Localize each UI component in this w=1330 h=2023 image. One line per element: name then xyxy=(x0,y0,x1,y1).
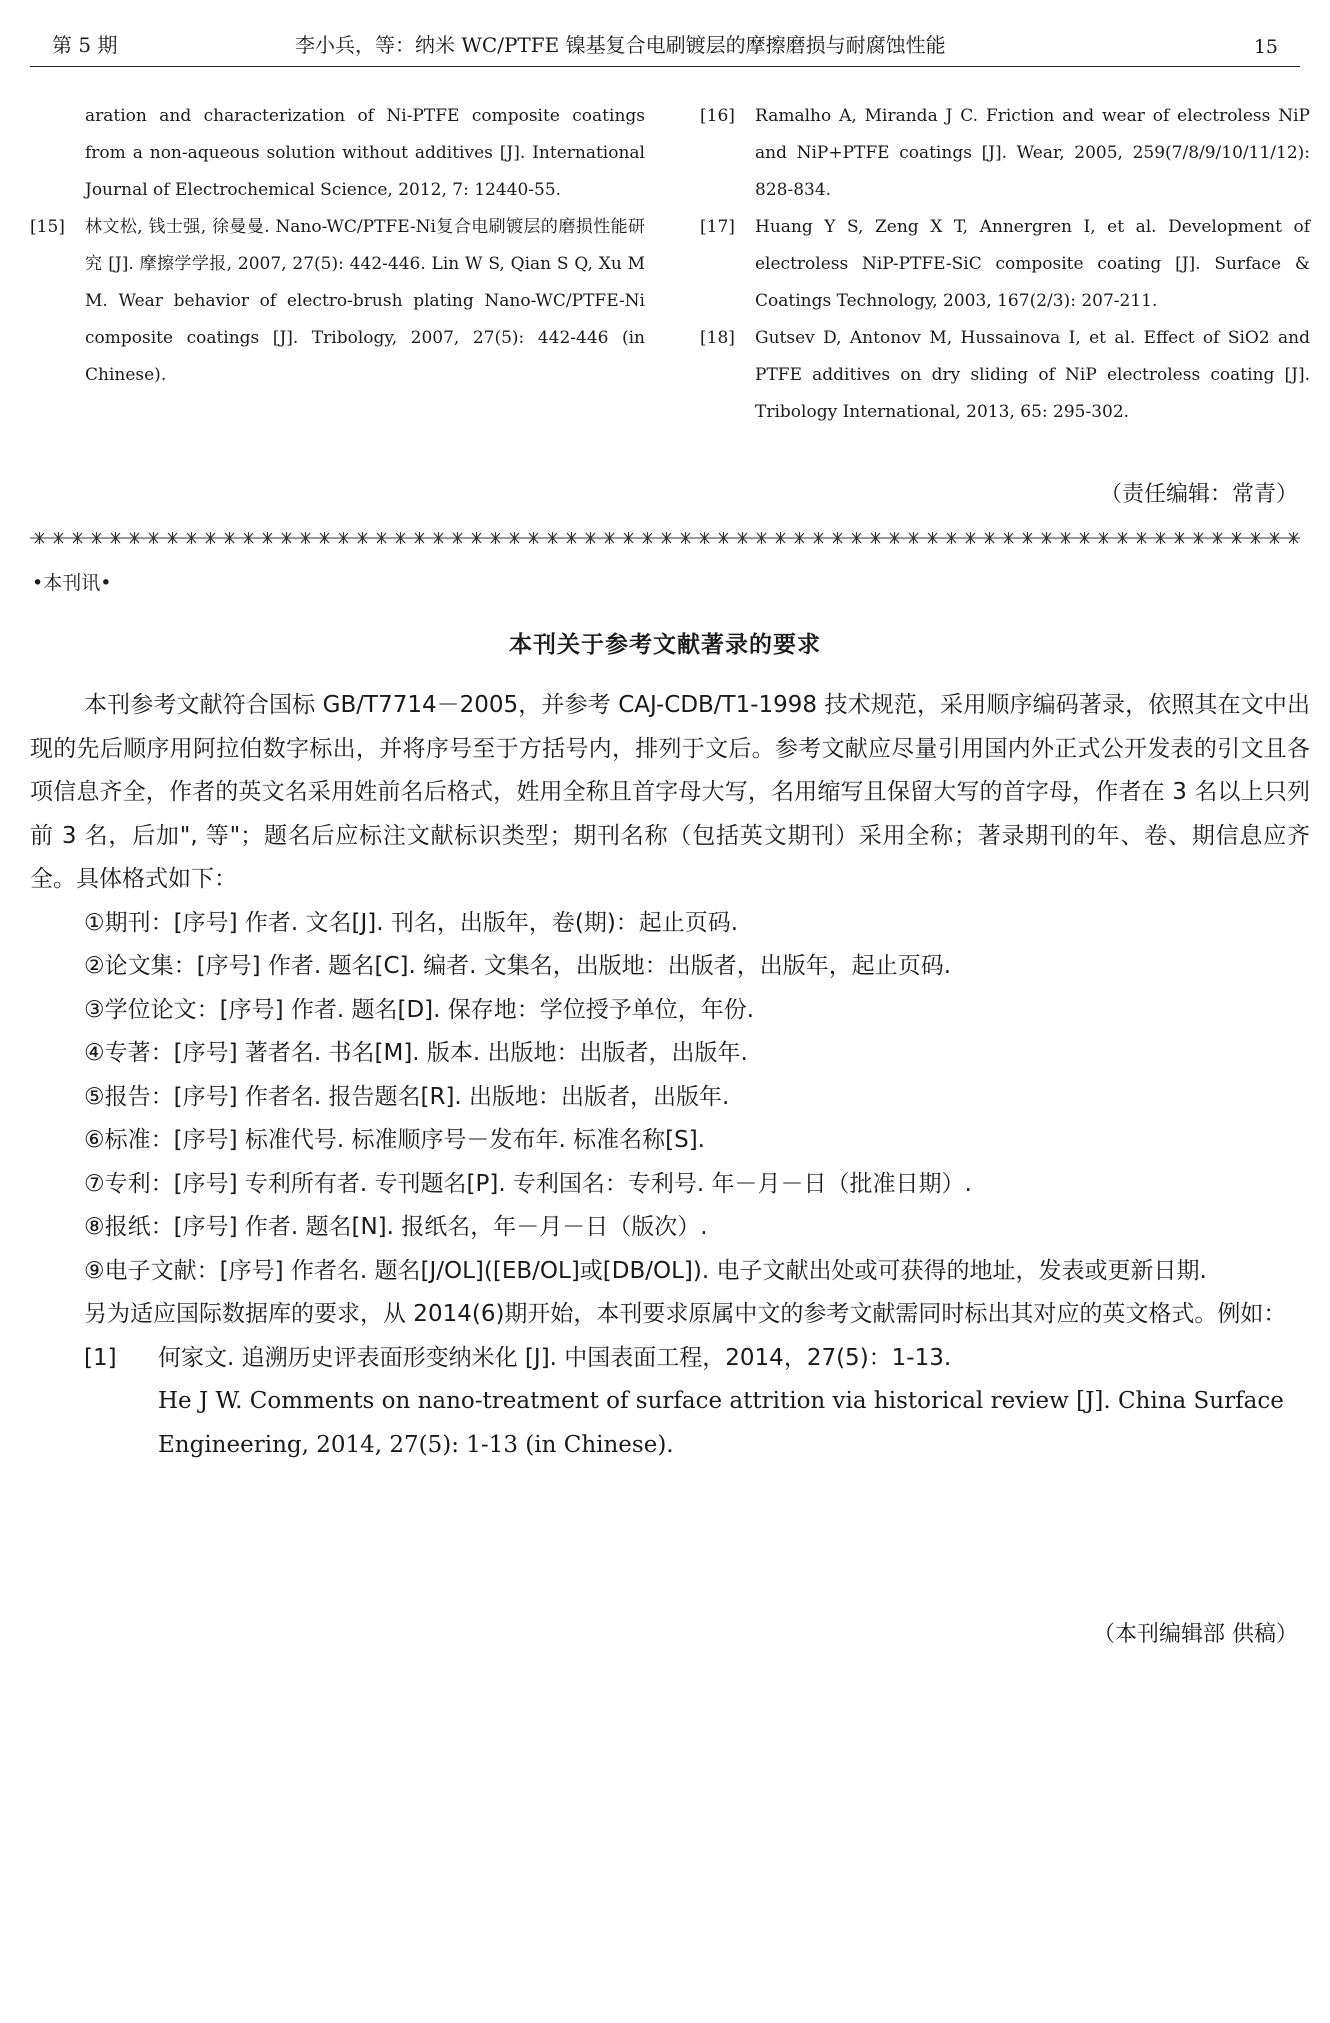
reference-column-left xyxy=(30,98,645,394)
page-number: 15 xyxy=(1253,36,1278,58)
format-item: ①期刊：[序号] 作者. 文名[J]. 刊名，出版年，卷(期)：起止页码. xyxy=(84,909,739,936)
format-item: ⑧报纸：[序号] 作者. 题名[N]. 报纸名，年－月－日（版次）. xyxy=(84,1214,708,1240)
example-chinese: 何家文. 追溯历史评表面形变纳米化 [J]. 中国表面工程，2014，27(5)：1-13. xyxy=(158,1344,952,1371)
format-item: ⑥标准：[序号] 标准代号. 标准顺序号－发布年. 标准名称[S]. xyxy=(84,1127,705,1153)
section-divider xyxy=(30,530,1300,546)
reference-text: Ramalho A, Miranda J C. Friction and wear of electroless NiP and NiP+PTFE coatings [J]. Wear, 2005, 259(7/8/9/10/11/12): 828-834. xyxy=(755,106,1310,200)
reference-item xyxy=(30,209,645,394)
reference-text: 林文松, 钱士强, 徐曼曼. Nano-WC/PTFE-Ni复合电刷镀层的磨损性能研究 [J]. 摩擦学学报, 2007, 27(5): 442-446. Lin W S, Qian S Q, Xu M M. Wear behavior of electro-brush plating Nano-WC/PTFE-Ni composite coatings [J]. Tribology, 2007, 27(5): 442-446 (in Chinese). xyxy=(85,217,645,385)
format-item: ⑤报告：[序号] 作者名. 报告题名[R]. 出版地：出版者，出版年. xyxy=(84,1083,730,1110)
format-item: ④专著：[序号] 著者名. 书名[M]. 版本. 出版地：出版者，出版年. xyxy=(84,1040,748,1066)
notice-body xyxy=(30,684,1310,1467)
reference-number: [16] xyxy=(700,106,735,126)
format-item: ③学位论文：[序号] 作者. 题名[D]. 保存地：学位授予单位，年份. xyxy=(84,996,755,1023)
issue-label: 第 5 期 xyxy=(52,33,118,57)
example-english: He J W. Comments on nano-treatment of surface attrition via historical review [J]. China Surface Engineering, 2014, 27(5): 1-13 (in Chinese). xyxy=(158,1388,1284,1458)
reference-item xyxy=(700,98,1310,209)
notice-extra: 另为适应国际数据库的要求，从 2014(6)期开始，本刊要求原属中文的参考文献需同时标出其对应的英文格式。例如： xyxy=(84,1301,1287,1327)
reference-number: [17] xyxy=(700,217,735,237)
reference-item xyxy=(30,98,645,209)
reference-text: Huang Y S, Zeng X T, Annergren I, et al. Development of electroless NiP-PTFE-SiC composite coating [J]. Surface & Coatings Technology, 2003, 167(2/3): 207-211. xyxy=(755,217,1310,311)
format-item: ②论文集：[序号] 作者. 题名[C]. 编者. 文集名，出版地：出版者，出版年，起止页码. xyxy=(84,953,952,979)
format-item: ⑨电子文献：[序号] 作者名. 题名[J/OL]([EB/OL]或[DB/OL]). 电子文献出处或可获得的地址，发表或更新日期. xyxy=(84,1257,1207,1284)
reference-text: Gutsev D, Antonov M, Hussainova I, et al. Effect of SiO2 and PTFE additives on dry sliding of NiP electroless coating [J]. Tribology International, 2013, 65: 295-302. xyxy=(755,328,1310,422)
supplied-by-note: （本刊编辑部 供稿） xyxy=(1093,1622,1298,1647)
example-reference xyxy=(30,1337,1310,1468)
section-tag: •本刊讯• xyxy=(32,572,112,594)
reference-item xyxy=(700,209,1310,320)
responsible-editor-note: （责任编辑：常青） xyxy=(1099,482,1298,507)
format-item: ⑦专利：[序号] 专利所有者. 专刊题名[P]. 专利国名：专利号. 年－月－日（批准日期）. xyxy=(84,1170,972,1197)
running-header xyxy=(30,30,1300,67)
notice-title: 本刊关于参考文献著录的要求 xyxy=(509,632,821,658)
notice-intro: 本刊参考文献符合国标 GB/T7714－2005，并参考 CAJ-CDB/T1-1998 技术规范，采用顺序编码著录，依照其在文中出现的先后顺序用阿拉伯数字标出，并将序号至于方括号内，排列于文后。参考文献应尽量引用国内外正式公开发表的引文且各项信息齐全，作者的英文名采用姓前名后格式，姓用全称且首字母大写，名用缩写且保留大写的首字母，作者在 3 名以上只列前 3 名，后加", 等"；题名后应标注文献标识类型；期刊名称（包括英文期刊）采用全称；著录期刊的年、卷、期信息应齐全。具体格式如下： xyxy=(30,692,1310,892)
reference-number: [15] xyxy=(30,217,65,237)
reference-number: [18] xyxy=(700,328,735,348)
example-number: [1] xyxy=(84,1344,117,1371)
reference-column-right xyxy=(700,98,1310,431)
divider-pattern xyxy=(30,530,1300,546)
running-title: 李小兵，等：纳米 WC/PTFE 镍基复合电刷镀层的摩擦磨损与耐腐蚀性能 xyxy=(295,33,946,57)
reference-text: aration and characterization of Ni-PTFE composite coatings from a non-aqueous solution without additives [J]. International Journal of Electrochemical Science, 2012, 7: 12440-55. xyxy=(85,106,645,200)
reference-item xyxy=(700,320,1310,431)
